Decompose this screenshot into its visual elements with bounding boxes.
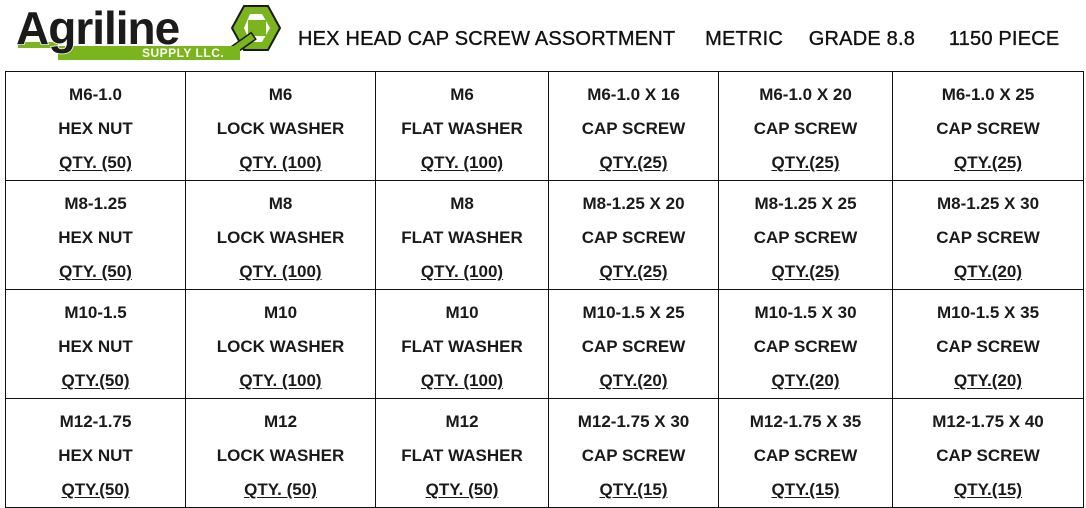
cell-content	[719, 181, 892, 289]
cell-content	[549, 72, 718, 180]
cell-content	[376, 72, 548, 180]
cell-type: CAP SCREW	[581, 119, 686, 138]
cell-size: M6-1.0 X 20	[759, 85, 852, 104]
assortment-cell	[549, 181, 719, 290]
cell-content	[376, 290, 548, 398]
cell-size: M8-1.25 X 30	[936, 194, 1040, 213]
cell-type: HEX NUT	[58, 446, 133, 465]
cell-content	[6, 399, 185, 507]
cell-content	[719, 399, 892, 507]
cell-size: M12-1.75 X 30	[577, 412, 690, 431]
assortment-cell	[719, 290, 893, 399]
cell-qty: QTY.(15)	[771, 480, 840, 499]
assortment-cell	[549, 72, 719, 181]
cell-content	[893, 72, 1083, 180]
assortment-cell	[893, 181, 1084, 290]
cell-type: LOCK WASHER	[216, 337, 345, 356]
cell-qty: QTY. (50)	[425, 480, 499, 499]
cell-content	[6, 181, 185, 289]
assortment-cell	[893, 399, 1084, 508]
cell-type: HEX NUT	[58, 228, 133, 247]
cell-content	[719, 290, 892, 398]
cell-type: LOCK WASHER	[216, 119, 345, 138]
heading-pieces: 1150 PIECE	[948, 28, 1060, 50]
cell-size: M12-1.75 X 35	[749, 412, 862, 431]
cell-size: M6-1.0 X 16	[587, 85, 680, 104]
cell-qty: QTY. (50)	[59, 153, 132, 172]
assortment-cell	[893, 290, 1084, 399]
cell-qty: QTY.(15)	[599, 480, 668, 499]
cell-type: CAP SCREW	[581, 337, 686, 356]
cell-qty: QTY. (50)	[59, 262, 132, 281]
cell-size: M10-1.5 X 30	[754, 303, 857, 322]
page-header	[0, 0, 1086, 70]
assortment-cell	[6, 290, 186, 399]
cell-size: M6-1.0	[69, 85, 122, 104]
cell-content	[549, 290, 718, 398]
cell-qty: QTY.(20)	[953, 371, 1023, 390]
cell-qty: QTY.(25)	[771, 262, 840, 281]
assortment-cell	[719, 72, 893, 181]
heading-grade: GRADE 8.8	[808, 28, 916, 50]
cell-type: HEX NUT	[58, 119, 133, 138]
heading-title: HEX HEAD CAP SCREW ASSORTMENT	[298, 28, 676, 50]
cell-qty: QTY.(20)	[599, 371, 668, 390]
assortment-cell	[719, 399, 893, 508]
cell-size: M12	[263, 412, 298, 431]
table-row	[6, 399, 1084, 508]
table-row	[6, 290, 1084, 399]
cell-size: M12-1.75 X 40	[932, 412, 1044, 431]
cell-type: CAP SCREW	[753, 119, 858, 138]
cell-qty: QTY. (100)	[239, 153, 322, 172]
cell-size: M10-1.5 X 35	[936, 303, 1040, 322]
cell-content	[186, 290, 375, 398]
cell-size: M12-1.75	[59, 412, 132, 431]
cell-size: M6	[450, 85, 474, 104]
assortment-cell	[186, 72, 376, 181]
cell-size: M10	[445, 303, 479, 322]
cell-qty: QTY. (100)	[239, 262, 322, 281]
assortment-cell	[186, 181, 376, 290]
cell-size: M8-1.25	[64, 194, 127, 213]
cell-type: CAP SCREW	[936, 337, 1040, 356]
brand-subtitle: SUPPLY LLC.	[142, 46, 225, 60]
cell-content	[6, 290, 185, 398]
assortment-cell	[186, 290, 376, 399]
cell-content	[186, 181, 375, 289]
cell-size: M12	[445, 412, 479, 431]
cell-size: M8-1.25 X 20	[582, 194, 685, 213]
assortment-cell	[6, 72, 186, 181]
cell-size: M10-1.5 X 25	[582, 303, 685, 322]
cell-qty: QTY. (100)	[239, 371, 322, 390]
cell-type: CAP SCREW	[936, 446, 1040, 465]
cell-qty: QTY.(20)	[953, 262, 1023, 281]
cell-type: FLAT WASHER	[401, 337, 523, 356]
cell-content	[893, 290, 1083, 398]
assortment-cell	[549, 290, 719, 399]
cell-type: FLAT WASHER	[401, 119, 523, 138]
assortment-cell	[549, 399, 719, 508]
cell-content	[6, 72, 185, 180]
cell-qty: QTY. (50)	[244, 480, 317, 499]
cell-size: M8	[450, 194, 474, 213]
cell-size: M6	[268, 85, 293, 104]
cell-qty: QTY.(20)	[771, 371, 840, 390]
table-row	[6, 72, 1084, 181]
heading-metric: METRIC	[705, 28, 783, 50]
cell-type: HEX NUT	[58, 337, 133, 356]
cell-content	[376, 399, 548, 507]
assortment-cell	[719, 181, 893, 290]
cell-qty: QTY.(25)	[599, 262, 668, 281]
assortment-table	[5, 71, 1084, 508]
cell-content	[719, 72, 892, 180]
cell-qty: QTY.(25)	[771, 153, 840, 172]
cell-type: LOCK WASHER	[216, 446, 345, 465]
cell-size: M10	[263, 303, 298, 322]
assortment-cell	[893, 72, 1084, 181]
cell-content	[549, 399, 718, 507]
brand-wordmark: Agriline	[16, 2, 180, 54]
assortment-cell	[186, 399, 376, 508]
cell-type: CAP SCREW	[581, 446, 686, 465]
cell-content	[893, 181, 1083, 289]
cell-qty: QTY.(15)	[953, 480, 1023, 499]
cell-type: CAP SCREW	[936, 119, 1040, 138]
assortment-cell	[376, 72, 549, 181]
cell-content	[186, 72, 375, 180]
cell-size: M10-1.5	[64, 303, 127, 322]
cell-type: CAP SCREW	[581, 228, 686, 247]
cell-qty: QTY.(25)	[953, 153, 1023, 172]
cell-type: CAP SCREW	[753, 446, 858, 465]
agriline-logo	[14, 2, 282, 66]
cell-size: M8-1.25 X 25	[754, 194, 857, 213]
cell-qty: QTY.(50)	[61, 480, 130, 499]
cell-type: CAP SCREW	[753, 228, 858, 247]
assortment-cell	[376, 290, 549, 399]
assortment-heading	[298, 28, 1059, 51]
cell-type: CAP SCREW	[936, 228, 1040, 247]
cell-size: M6-1.0 X 25	[941, 85, 1035, 104]
cell-content	[376, 181, 548, 289]
cell-content	[893, 399, 1083, 507]
cell-qty: QTY.(50)	[61, 371, 130, 390]
cell-type: LOCK WASHER	[216, 228, 345, 247]
cell-type: FLAT WASHER	[401, 228, 523, 247]
cell-qty: QTY. (100)	[420, 371, 504, 390]
table-row	[6, 181, 1084, 290]
assortment-cell	[6, 181, 186, 290]
cell-type: CAP SCREW	[753, 337, 858, 356]
cell-qty: QTY.(25)	[599, 153, 668, 172]
cell-size: M8	[268, 194, 293, 213]
assortment-cell	[376, 399, 549, 508]
cell-qty: QTY. (100)	[420, 262, 504, 281]
cell-content	[549, 181, 718, 289]
assortment-cell	[6, 399, 186, 508]
cell-content	[186, 399, 375, 507]
assortment-cell	[376, 181, 549, 290]
cell-qty: QTY. (100)	[420, 153, 504, 172]
cell-type: FLAT WASHER	[401, 446, 523, 465]
